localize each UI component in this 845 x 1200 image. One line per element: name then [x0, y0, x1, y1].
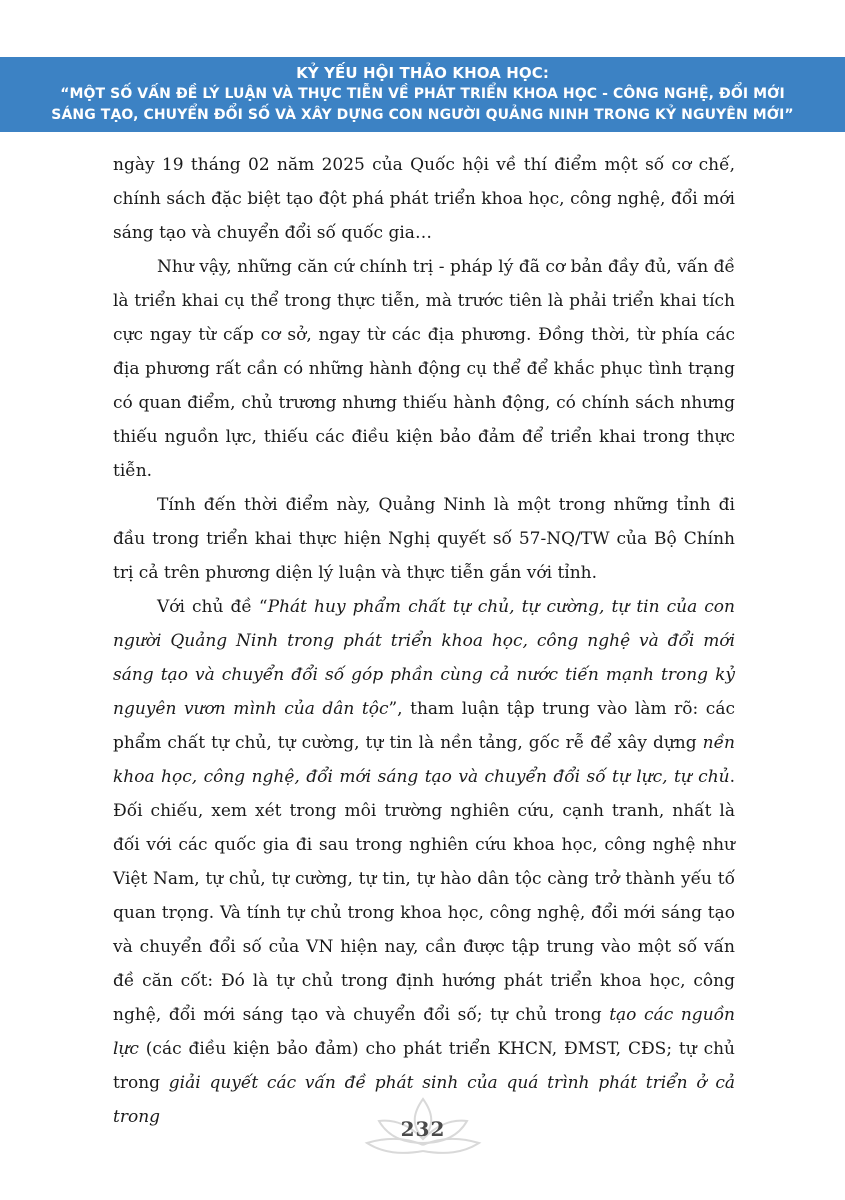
paragraph-1: ngày 19 tháng 02 năm 2025 của Quốc hội về thí điểm một số cơ chế, chính sách đặc biệt tạo đột phá phát triển khoa học, công nghệ, đổi mới sáng tạo và chuyển đổi số quốc gia… [113, 155, 735, 243]
paragraph-4-text: ”, tham luận tập trung vào làm rõ: các phẩm chất tự chủ, tự cường, tự tin là nền tảng, gốc rễ để xây dựng [113, 699, 735, 753]
paragraph-4-text: (các điều kiện bảo đảm) cho phát triển KHCN, ĐMST, CĐS; tự chủ trong [113, 1039, 735, 1093]
paragraph-4 [113, 590, 735, 1134]
header-subtitle-line-1: “MỘT SỐ VẤN ĐỀ LÝ LUẬN VÀ THỰC TIỄN VỀ PHÁT TRIỂN KHOA HỌC - CÔNG NGHỆ, ĐỔI MỚI [60, 86, 785, 102]
paragraph-4-italic-theme: Phát huy phẩm chất tự chủ, tự cường, tự tin của con người Quảng Ninh trong phát triển khoa học, công nghệ và đổi mới sáng tạo và chuyển đổi số góp phần cùng cả nước tiến mạnh trong kỷ nguyên vươn mình của dân tộc [113, 597, 735, 719]
header-subtitle-line-2: SÁNG TẠO, CHUYỂN ĐỔI SỐ VÀ XÂY DỰNG CON NGƯỜI QUẢNG NINH TRONG KỶ NGUYÊN MỚI” [51, 107, 794, 123]
header-banner [0, 57, 845, 132]
body-text [113, 148, 735, 1134]
paragraph-2: Như vậy, những căn cứ chính trị - pháp lý đã cơ bản đầy đủ, vấn đề là triển khai cụ thể trong thực tiễn, mà trước tiên là phải triển khai tích cực ngay từ cấp cơ sở, ngay từ các địa phương. Đồng thời, từ phía các địa phương rất cần có những hành động cụ thể để khắc phục tình trạng có quan điểm, chủ trương nhưng thiếu hành động, có chính sách nhưng thiếu nguồn lực, thiếu các điều kiện bảo đảm để triển khai trong thực tiễn. [113, 257, 735, 481]
header-title: KỶ YẾU HỘI THẢO KHOA HỌC: [296, 64, 549, 82]
paragraph-4-italic-foundation: nền khoa học, công nghệ, đổi mới sáng tạo và chuyển đổi số tự lực, tự chủ [113, 733, 735, 787]
paragraph-4-italic-issues: giải quyết các vấn đề phát sinh của quá trình phát triển ở cả trong [113, 1073, 735, 1127]
page-number: 232 [400, 1117, 446, 1141]
paragraph-4-italic-resources: tạo các nguồn lực [113, 1005, 735, 1059]
paragraph-3: Tính đến thời điểm này, Quảng Ninh là một trong những tỉnh đi đầu trong triển khai thực hiện Nghị quyết số 57-NQ/TW của Bộ Chính trị cả trên phương diện lý luận và thực tiễn gắn với tỉnh. [113, 495, 735, 583]
paragraph-4-text: . Đối chiếu, xem xét trong môi trường nghiên cứu, cạnh tranh, nhất là đối với các quốc gia đi sau trong nghiên cứu khoa học, công nghệ như Việt Nam, tự chủ, tự cường, tự tin, tự hào dân tộc càng trở thành yếu tố quan trọng. Và tính tự chủ trong khoa học, công nghệ, đổi mới sáng tạo và chuyển đổi số của VN hiện nay, cần được tập trung vào một số vấn đề căn cốt: Đó là tự chủ trong định hướng phát triển khoa học, công nghệ, đổi mới sáng tạo và chuyển đổi số; tự chủ trong [113, 767, 735, 1025]
paragraph-4-text: Với chủ đề “ [157, 597, 268, 617]
